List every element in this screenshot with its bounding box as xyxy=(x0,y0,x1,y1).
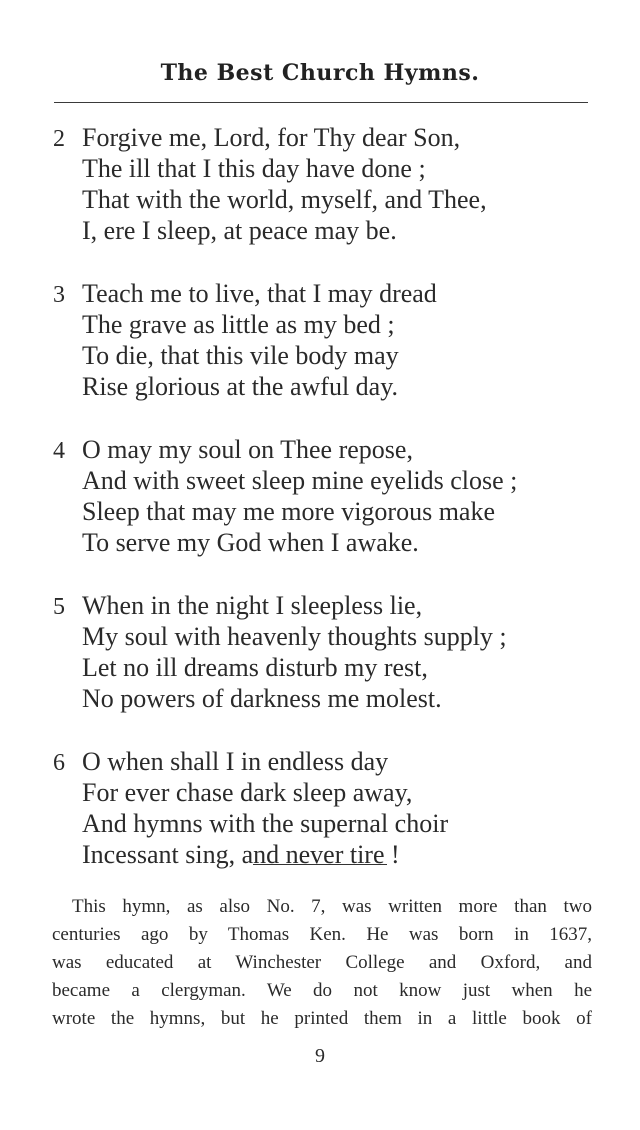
verse-line: When in the night I sleepless lie, xyxy=(82,591,423,620)
stanza-number: 6 xyxy=(53,750,65,776)
section-divider xyxy=(253,864,387,865)
verse-line: Teach me to live, that I may dread xyxy=(82,279,437,308)
verse-line: That with the world, myself, and Thee, xyxy=(82,185,487,214)
verse-line: To die, that this vile body may xyxy=(82,341,399,370)
verse-line: O when shall I in endless day xyxy=(82,747,389,776)
verse-line: The ill that I this day have done ; xyxy=(82,154,426,183)
verse-line: I, ere I sleep, at peace may be. xyxy=(82,216,397,245)
verse-line: Sleep that may me more vigorous make xyxy=(82,497,496,526)
historical-note xyxy=(52,893,592,1033)
verse-line: O may my soul on Thee repose, xyxy=(82,435,413,464)
note-line: wrote the hymns, but he printed them in a little book of xyxy=(52,1008,592,1029)
note-line: centuries ago by Thomas Ken. He was born in 1637, xyxy=(52,924,592,945)
hymn-verses xyxy=(0,122,640,870)
verse-line: Let no ill dreams disturb my rest, xyxy=(82,653,428,682)
verse-line: Incessant sing, and never tire ! xyxy=(82,840,400,869)
stanza-number: 5 xyxy=(53,594,65,620)
stanza-number: 2 xyxy=(53,126,65,152)
header-rule xyxy=(54,102,588,103)
verse-line: The grave as little as my bed ; xyxy=(82,310,395,339)
note-line: was educated at Winchester College and Oxford, and xyxy=(52,952,592,973)
verse-line: Forgive me, Lord, for Thy dear Son, xyxy=(82,123,461,152)
stanza-2 xyxy=(0,122,640,246)
stanza-4 xyxy=(0,434,640,558)
stanza-6 xyxy=(0,746,640,870)
stanza-number: 4 xyxy=(53,438,65,464)
verse-line: To serve my God when I awake. xyxy=(82,528,419,557)
verse-line: And hymns with the supernal choir xyxy=(82,809,449,838)
note-line: became a clergyman. We do not know just when he xyxy=(52,980,592,1001)
stanza-3 xyxy=(0,278,640,402)
verse-line: And with sweet sleep mine eyelids close ; xyxy=(82,466,518,495)
verse-line: No powers of darkness me molest. xyxy=(82,684,442,713)
stanza-number: 3 xyxy=(53,282,65,308)
verse-line: Rise glorious at the awful day. xyxy=(82,372,399,401)
verse-line: My soul with heavenly thoughts supply ; xyxy=(82,622,507,651)
page-number: 9 xyxy=(315,1045,325,1067)
verse-line: For ever chase dark sleep away, xyxy=(82,778,413,807)
stanza-5 xyxy=(0,590,640,714)
note-line: This hymn, as also No. 7, was written more than two xyxy=(72,896,592,917)
running-head-title: The Best Church Hymns. xyxy=(160,60,480,86)
